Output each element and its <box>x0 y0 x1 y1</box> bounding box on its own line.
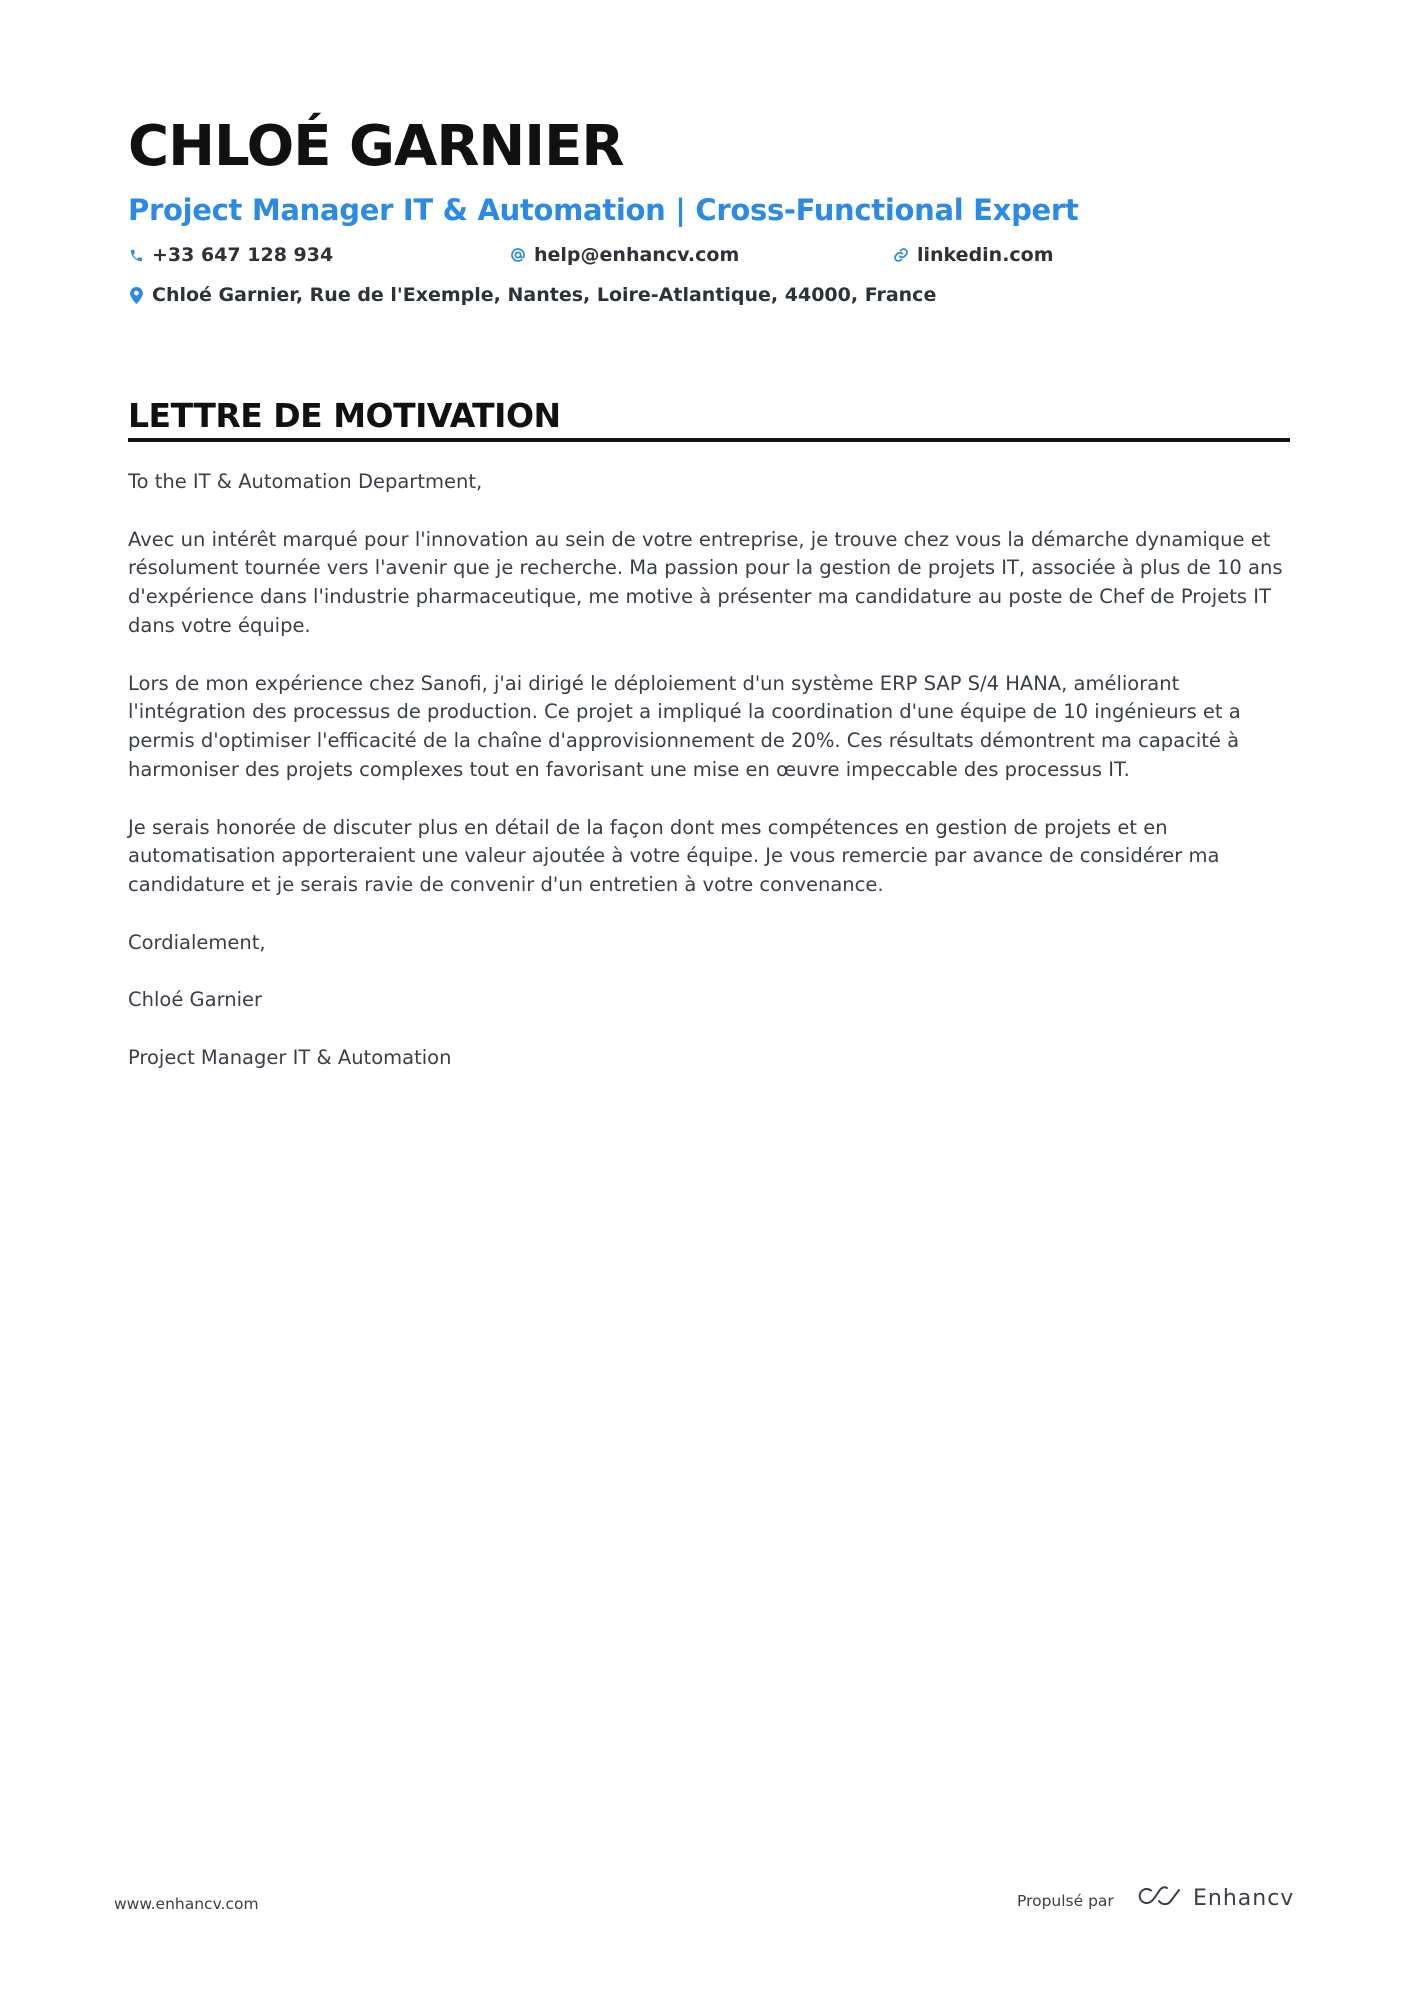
contact-linkedin[interactable] <box>893 242 1054 268</box>
address-text: Chloé Garnier, Rue de l'Exemple, Nantes, Loire-Atlantique, 44000, France <box>152 284 937 306</box>
section-title: LETTRE DE MOTIVATION <box>128 396 561 435</box>
location-pin-icon <box>128 286 144 304</box>
footer-url[interactable]: www.enhancv.com <box>114 1895 259 1913</box>
letter-paragraph: Je serais honorée de discuter plus en détail de la façon dont mes compétences en gestion de projets et en automatisation apporteraient une valeur ajoutée à votre équipe. Je vous remercie par avance de considérer ma candidature et je serais ravie de convenir d'un entretien à votre convenance. <box>128 815 1220 897</box>
contact-address <box>128 282 936 308</box>
contact-phone[interactable] <box>128 242 333 268</box>
signature-name: Chloé Garnier <box>128 988 263 1012</box>
candidate-title: Project Manager IT & Automation | Cross-Functional Expert <box>128 193 1079 227</box>
letter-salutation: To the IT & Automation Department, <box>128 470 483 493</box>
link-icon <box>893 246 909 264</box>
linkedin-text: linkedin.com <box>917 244 1054 266</box>
letter-closing: Cordialement, <box>128 930 266 954</box>
contact-email[interactable] <box>510 242 739 268</box>
signature-title: Project Manager IT & Automation <box>128 1045 452 1069</box>
email-text: help@enhancv.com <box>534 244 740 266</box>
phone-text: +33 647 128 934 <box>152 244 334 266</box>
footer-powered-by: Propulsé par <box>1017 1892 1114 1910</box>
enhancv-logo-icon <box>1137 1884 1183 1912</box>
footer-brand[interactable] <box>1137 1884 1294 1912</box>
letter-paragraph: Avec un intérêt marqué pour l'innovation au sein de votre entreprise, je trouve chez vous la démarche dynamique et résolument tournée vers l'avenir que je recherche. Ma passion pour la gestion de projets IT, associée à plus de 10 ans d'expérience dans l'industrie pharmaceutique, me motive à présenter ma candidature au poste de Chef de Projets IT dans votre équipe. <box>128 527 1283 637</box>
letter-paragraph: Lors de mon expérience chez Sanofi, j'ai dirigé le déploiement d'un système ERP SAP S/4 HANA, améliorant l'intégration des processus de production. Ce projet a impliqué la coordination d'une équipe de 10 ingénieurs et a permis d'optimiser l'efficacité de la chaîne d'approvisionnement de 20%. Ces résultats démontrent ma capacité à harmoniser des projets complexes tout en favorisant une mise en œuvre impeccable des processus IT. <box>128 671 1241 781</box>
at-icon <box>510 246 526 264</box>
letter-body <box>128 468 1290 1102</box>
phone-icon <box>128 246 144 264</box>
brand-name: Enhancv <box>1193 1885 1295 1911</box>
candidate-name: CHLOÉ GARNIER <box>128 114 624 179</box>
section-divider <box>128 438 1290 442</box>
